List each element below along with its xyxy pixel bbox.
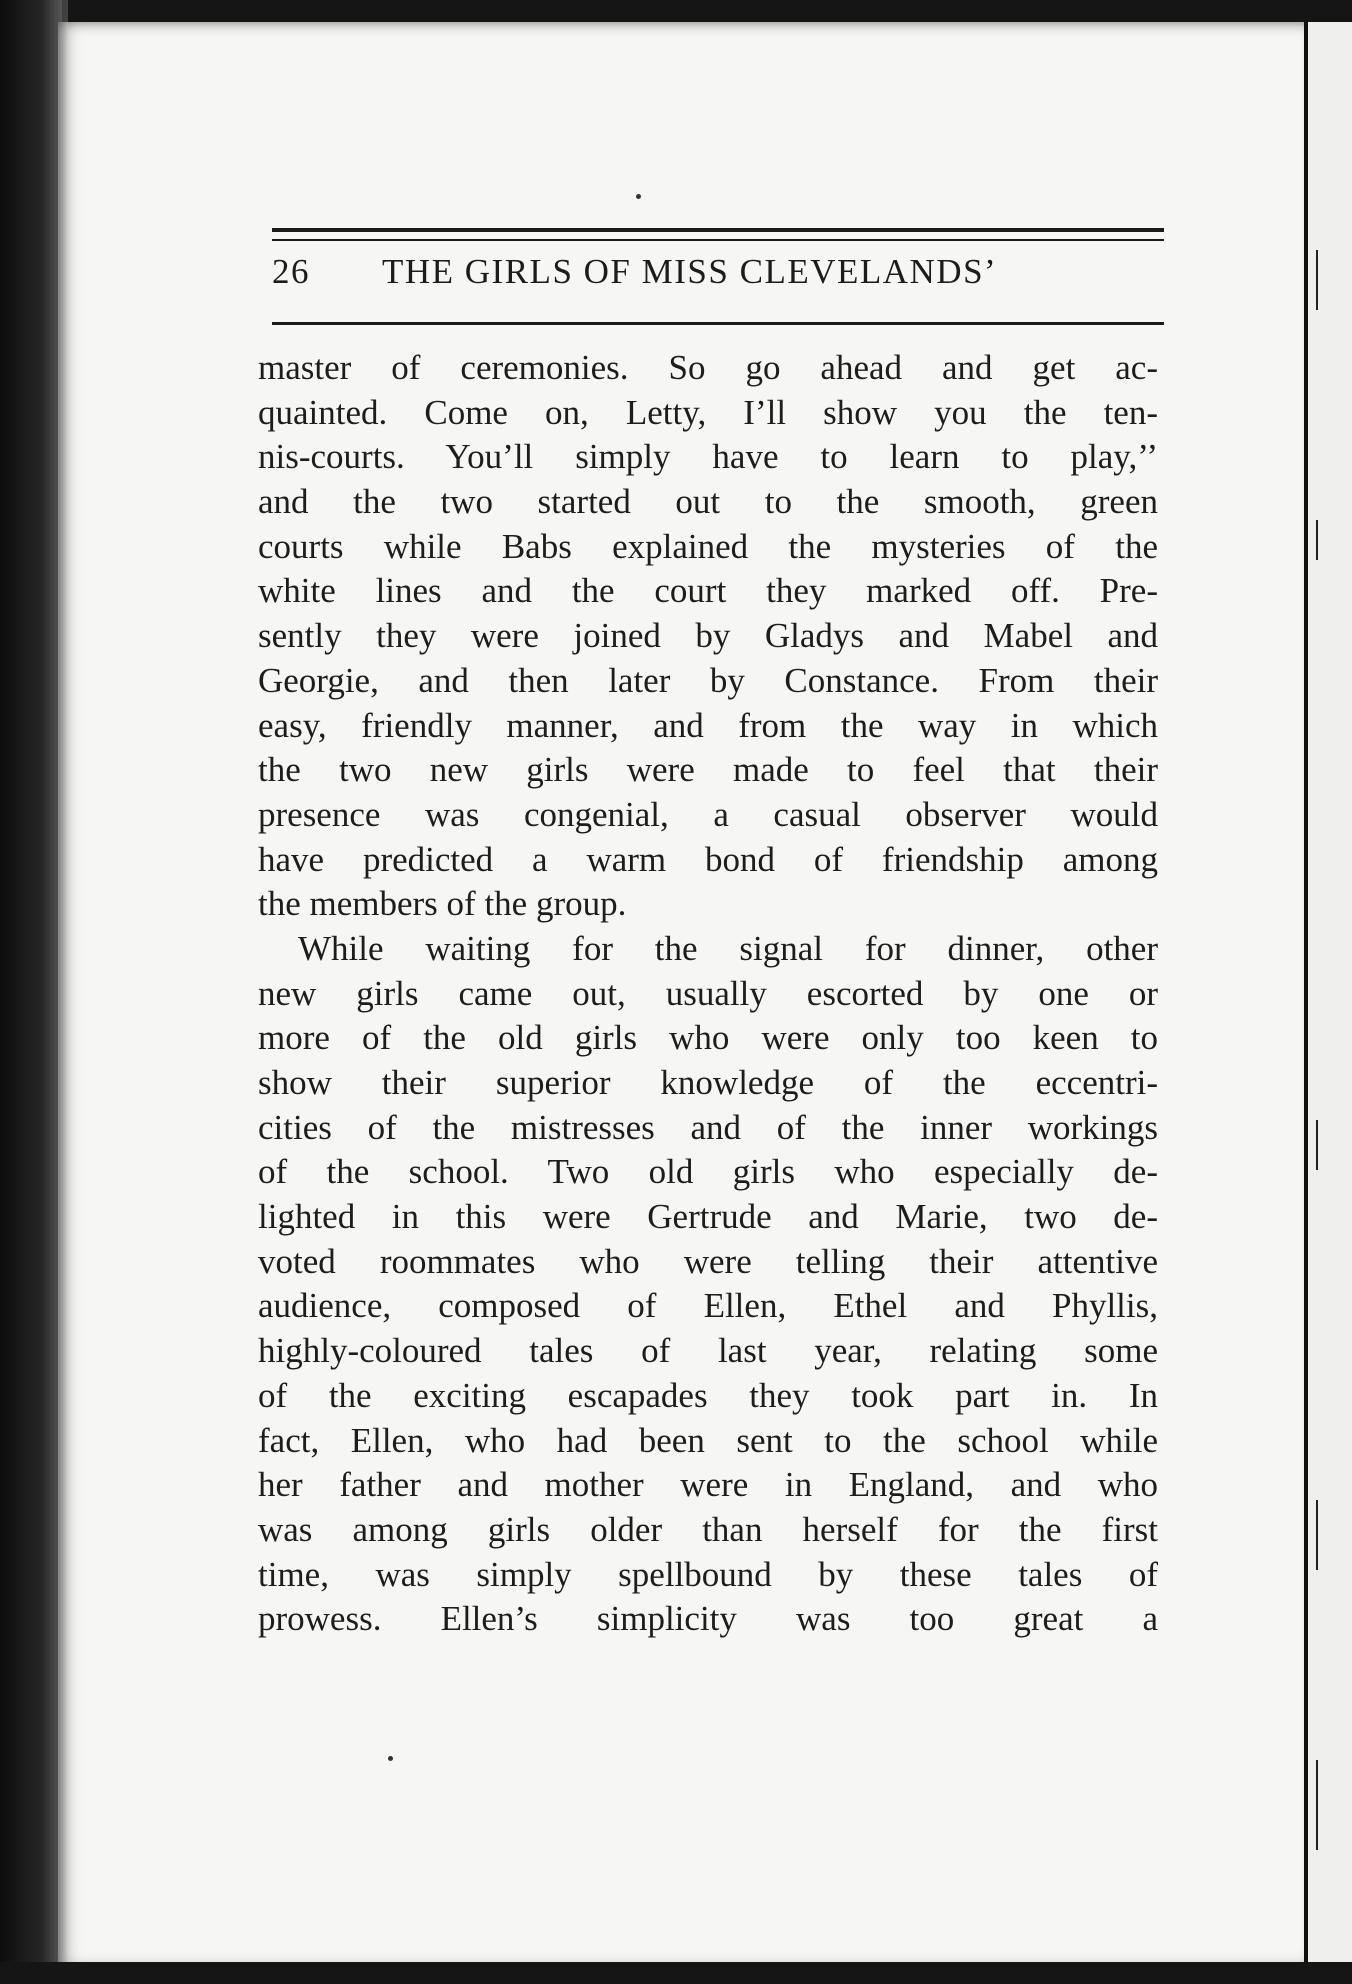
text-line: was among girls older than herself for the first <box>258 1509 1158 1549</box>
text-line: sently they were joined by Gladys and Mabel and <box>258 616 1158 656</box>
text-line: fact, Ellen, who had been sent to the school while <box>258 1420 1158 1460</box>
text-line: voted roommates who were telling their attentive <box>258 1241 1158 1281</box>
text-line: of the school. Two old girls who especially de- <box>258 1152 1158 1192</box>
text-line: her father and mother were in England, and who <box>258 1465 1158 1505</box>
text-line: nis-courts. You’ll simply have to learn to play,’’ <box>258 437 1158 477</box>
text-line: the two new girls were made to feel that their <box>258 750 1158 790</box>
text-line: time, was simply spellbound by these tales of <box>258 1554 1158 1594</box>
text-line: have predicted a warm bond of friendship among <box>258 839 1158 879</box>
text-line: audience, composed of Ellen, Ethel and Phyllis, <box>258 1286 1158 1326</box>
page-edge-mark <box>1316 1760 1318 1850</box>
page-edge-mark <box>1316 1120 1318 1170</box>
page-edge-mark <box>1316 1500 1318 1570</box>
text-line: quainted. Come on, Letty, I’ll show you the ten- <box>258 392 1158 432</box>
text-line: the members of the group. <box>258 884 627 924</box>
text-line: master of ceremonies. So go ahead and get ac- <box>258 348 1158 387</box>
book-title: THE GIRLS OF MISS CLEVELANDS’ <box>382 252 998 291</box>
text-line: of the exciting escapades they took part in. In <box>258 1375 1158 1415</box>
text-line: lighted in this were Gertrude and Marie, two de- <box>258 1197 1158 1237</box>
speck <box>636 194 641 199</box>
text-line: easy, friendly manner, and from the way in which <box>258 705 1158 745</box>
binding-shadow <box>42 0 68 1984</box>
page-number: 26 <box>272 252 310 291</box>
page-edge-mark <box>1316 250 1318 310</box>
text-line: new girls came out, usually escorted by one or <box>258 973 1158 1013</box>
scan-bottom-edge <box>0 1962 1352 1984</box>
text-line: and the two started out to the smooth, green <box>258 482 1158 522</box>
adjacent-page-edge <box>1304 22 1352 1962</box>
header-rule-thick <box>272 228 1164 232</box>
text-line: Georgie, and then later by Constance. From their <box>258 660 1158 700</box>
running-head <box>272 252 1164 302</box>
page-edge-mark <box>1316 520 1318 560</box>
text-line: courts while Babs explained the mysteries of the <box>258 526 1158 566</box>
text-line: show their superior knowledge of the eccentri- <box>258 1063 1158 1102</box>
text-line: prowess. Ellen’s simplicity was too great a <box>258 1599 1158 1639</box>
text-line: more of the old girls who were only too keen to <box>258 1018 1158 1058</box>
header-rule-thin <box>272 239 1164 241</box>
text-line: presence was congenial, a casual observer would <box>258 794 1158 834</box>
header-rule-bottom <box>272 322 1164 325</box>
text-line: cities of the mistresses and of the inner workings <box>258 1107 1158 1147</box>
text-line: While waiting for the signal for dinner, other <box>298 928 1158 968</box>
body-text <box>258 346 1158 1642</box>
speck <box>388 1756 393 1761</box>
text-line: white lines and the court they marked off. Pre- <box>258 571 1158 611</box>
text-line: highly-coloured tales of last year, relating some <box>258 1331 1158 1371</box>
